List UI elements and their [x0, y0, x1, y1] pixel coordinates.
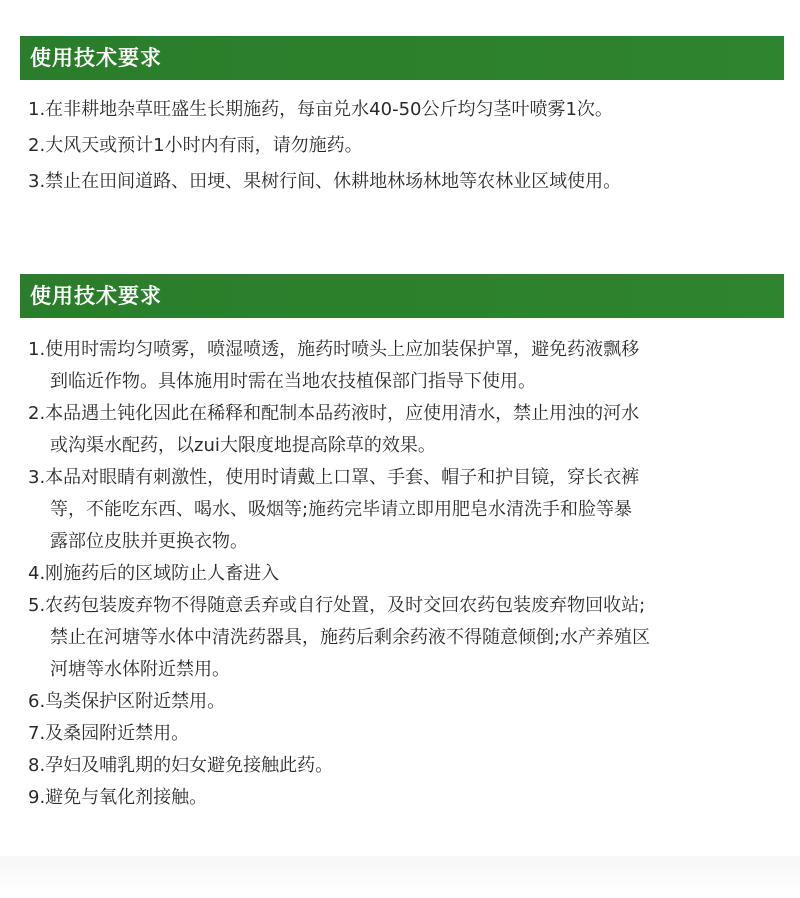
- list-item: [28, 128, 768, 164]
- list-item: [28, 590, 768, 686]
- bottom-fade: [0, 856, 800, 898]
- list-item: [28, 558, 768, 590]
- section-title: 使用技术要求: [30, 46, 162, 70]
- list-item: [28, 750, 768, 782]
- item-line: 4.刚施药后的区域防止人畜进入: [28, 563, 280, 584]
- item-line: 8.孕妇及哺乳期的妇女避免接触此药。: [28, 755, 334, 776]
- item-line: 2.本品遇土钝化因此在稀释和配制本品药液时，应使用清水，禁止用浊的河水: [28, 403, 640, 424]
- item-line-continued: 露部位皮肤并更换衣物。: [50, 531, 248, 552]
- list-item: [28, 462, 768, 558]
- item-line-continued: 或沟渠水配药，以zui大限度地提高除草的效果。: [50, 435, 436, 456]
- list-item: [28, 686, 768, 718]
- list-item: [28, 164, 768, 200]
- item-line: 1.在非耕地杂草旺盛生长期施药，每亩兑水40-50公斤均匀茎叶喷雾1次。: [28, 99, 613, 120]
- list-item: [28, 718, 768, 750]
- section-header-bar: [20, 36, 784, 80]
- list-item: [28, 782, 768, 814]
- list-item: [28, 398, 768, 462]
- item-line: 5.农药包装废弃物不得随意丢弃或自行处置，及时交回农药包装废弃物回收站;: [28, 595, 646, 616]
- requirements-list: [28, 92, 768, 200]
- item-line: 7.及桑园附近禁用。: [28, 723, 190, 744]
- list-item: [28, 92, 768, 128]
- section-header-bar: [20, 274, 784, 318]
- item-line: 3.禁止在田间道路、田埂、果树行间、休耕地林场林地等农林业区域使用。: [28, 171, 622, 192]
- item-line-continued: 禁止在河塘等水体中清洗药器具，施药后剩余药液不得随意倾倒;水产养殖区: [50, 627, 651, 648]
- item-line: 9.避免与氧化剂接触。: [28, 787, 208, 808]
- item-line: 2.大风天或预计1小时内有雨，请勿施药。: [28, 135, 363, 156]
- item-line-continued: 河塘等水体附近禁用。: [50, 659, 230, 680]
- item-line-continued: 到临近作物。具体施用时需在当地农技植保部门指导下使用。: [50, 371, 536, 392]
- section-title: 使用技术要求: [30, 284, 162, 308]
- item-line-continued: 等，不能吃东西、喝水、吸烟等;施药完毕请立即用肥皂水清洗手和脸等暴: [50, 499, 633, 520]
- item-line: 1.使用时需均匀喷雾，喷湿喷透，施药时喷头上应加装保护罩，避免药液飘移: [28, 339, 640, 360]
- item-line: 3.本品对眼睛有刺激性，使用时请戴上口罩、手套、帽子和护目镜，穿长衣裤: [28, 467, 640, 488]
- list-item: [28, 334, 768, 398]
- item-line: 6.鸟类保护区附近禁用。: [28, 691, 226, 712]
- requirements-list: [28, 334, 768, 814]
